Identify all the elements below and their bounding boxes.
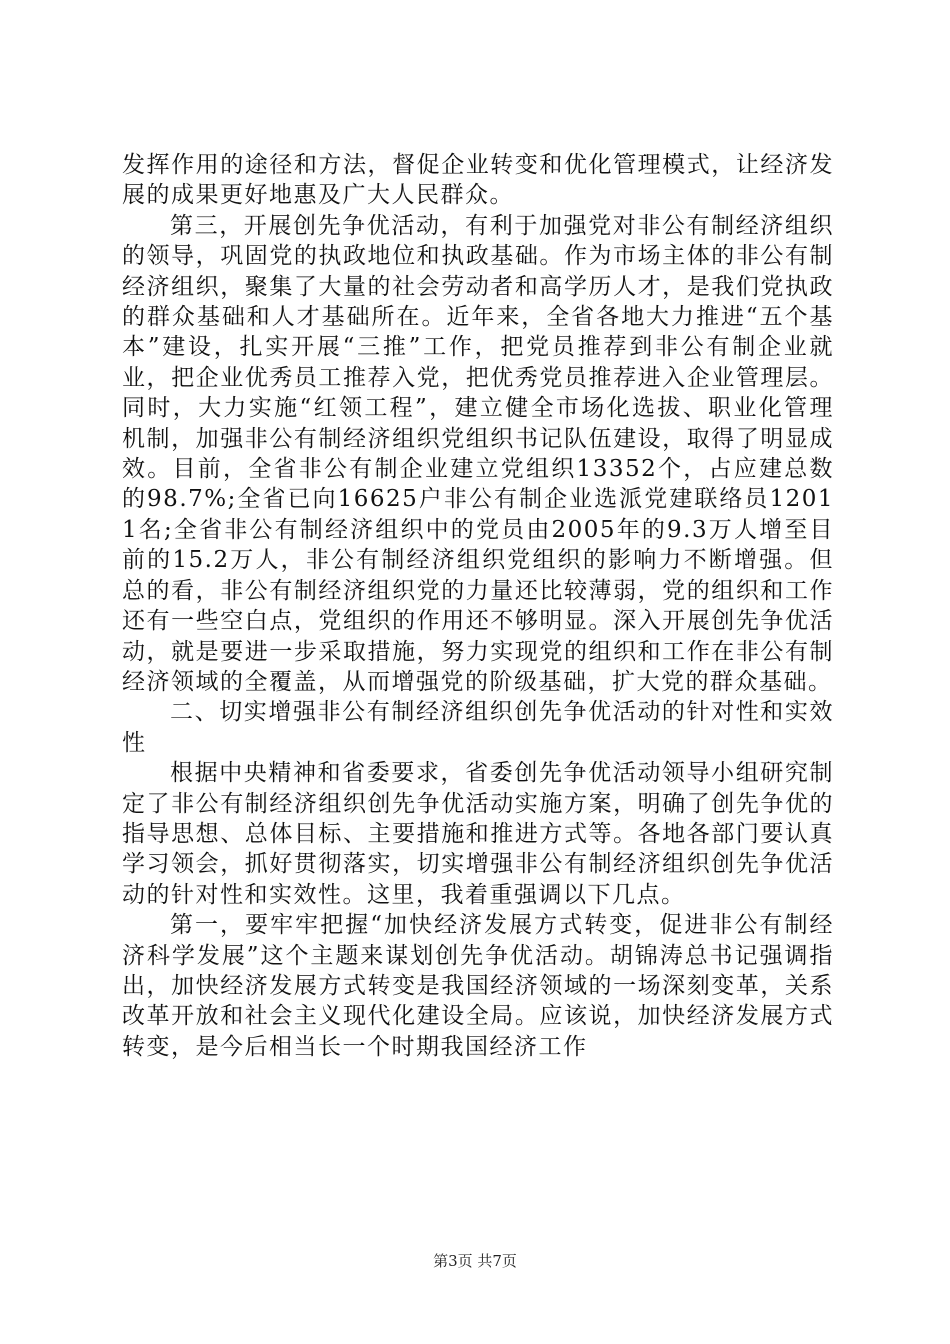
section-heading-two: 二、切实增强非公有制经济组织创先争优活动的针对性和实效性 <box>122 699 834 756</box>
page-number: 第3页 共7页 <box>433 1252 517 1270</box>
paragraph-continuation: 发挥作用的途径和方法，督促企业转变和优化管理模式，让经济发展的成果更好地惠及广大人民群众。 <box>122 152 834 209</box>
paragraph-third-point: 第三，开展创先争优活动，有利于加强党对非公有制经济组织的领导，巩固党的执政地位和执政基础。作为市场主体的非公有制经济组织，聚集了大量的社会劳动者和高学历人才，是我们党执政的群众基础和人才基础所在。近年来，全省各地大力推进“五个基本”建设，扎实开展“三推”工作，把党员推荐到非公有制企业就业，把企业优秀员工推荐入党，把优秀党员推荐进入企业管理层。同时，大力实施“红领工程”，建立健全市场化选拔、职业化管理机制，加强非公有制经济组织党组织书记队伍建设，取得了明显成效。目前，全省非公有制企业建立党组织13352个，占应建总数的98.7%;全省已向16625户非公有制企业选派党建联络员12011名;全省非公有制经济组织中的党员由2005年的9.3万人增至目前的15.2万人，非公有制经济组织党组织的影响力不断增强。但总的看，非公有制经济组织党的力量还比较薄弱，党的组织和工作还有一些空白点，党组织的作用还不够明显。深入开展创先争优活动，就是要进一步采取措施，努力实现党的组织和工作在非公有制经济领域的全覆盖，从而增强党的阶级基础，扩大党的群众基础。 <box>122 212 834 695</box>
paragraph-first-point: 第一，要牢牢把握“加快经济发展方式转变，促进非公有制经济科学发展”这个主题来谋划创先争优活动。胡锦涛总书记强调指出，加快经济发展方式转变是我国经济领域的一场深刻变革，关系改革开放和社会主义现代化建设全局。应该说，加快经济发展方式转变，是今后相当长一个时期我国经济工作 <box>122 912 834 1060</box>
paragraph-implementation: 根据中央精神和省委要求，省委创先争优活动领导小组研究制定了非公有制经济组织创先争优活动实施方案，明确了创先争优的指导思想、总体目标、主要措施和推进方式等。各地各部门要认真学习领会，抓好贯彻落实，切实增强非公有制经济组织创先争优活动的针对性和实效性。这里，我着重强调以下几点。 <box>122 760 834 908</box>
document-body <box>122 150 834 1062</box>
page-footer <box>0 1250 950 1271</box>
